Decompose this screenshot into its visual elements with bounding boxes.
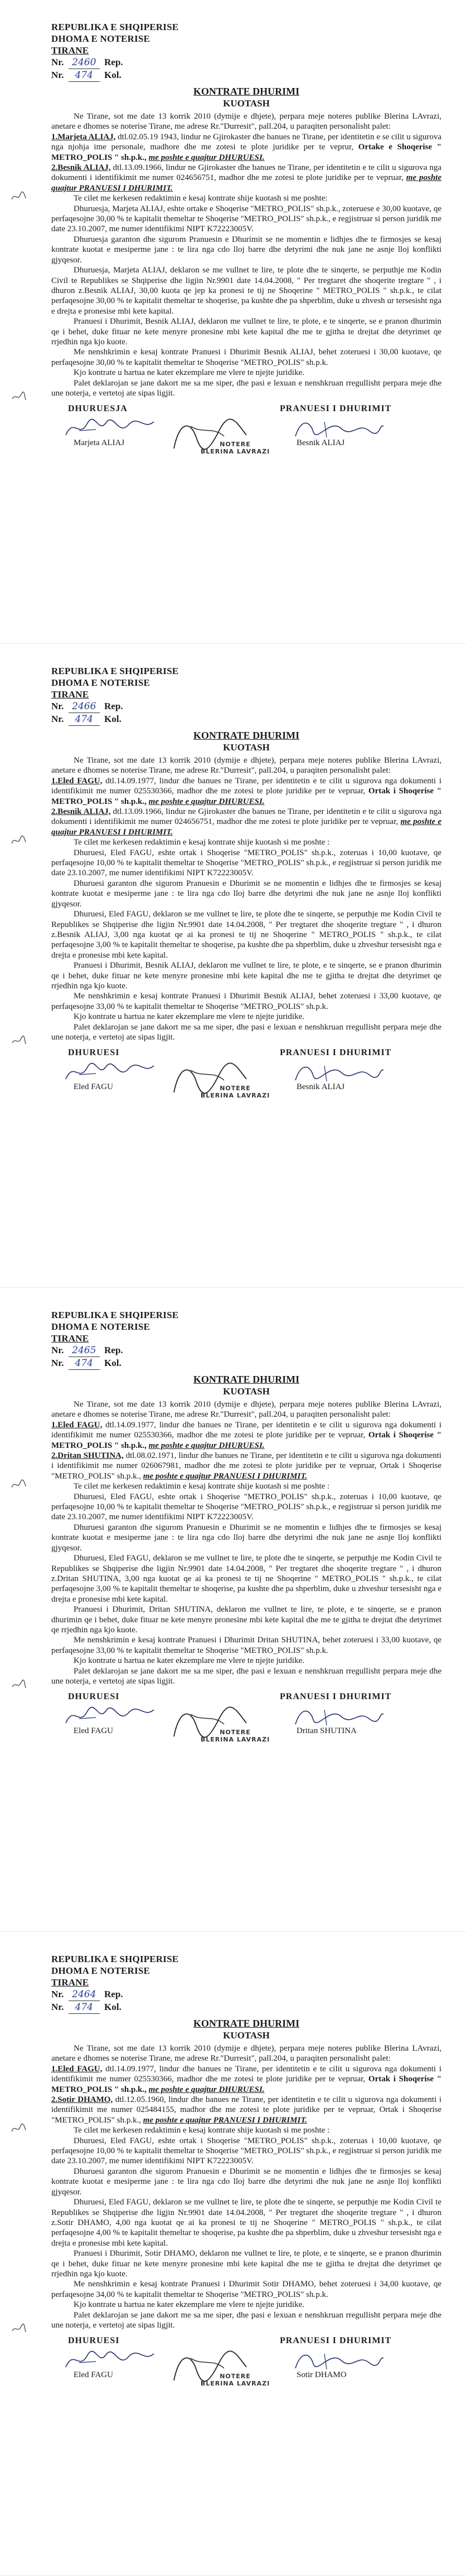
recipient-signature [291,1058,386,1086]
party-one-designation: me poshte e quajtur DHURUESI. [148,153,265,162]
copies-paragraph: Kjo kontrate u hartua ne kater ekzemplare me vlere te njejte juridike. [74,1012,304,1022]
document-header [51,665,441,700]
acceptance-paragraph: Pranuesi i Dhurimit, Dritan SHUTINA, deklaron me vullnet te lire, te plote, e te sinqerte, se e pranon dhurimin qe i behet, duke fituar ne kete menyre pronesine mbi kete kapital dhe me te gjitha te drejtat dhe detyrimet qe rrjedhin nga kjo kuote. [51,1605,441,1635]
party-one-name: 1.Eled FAGU, [51,2064,103,2074]
nr-label: Nr. [51,1358,64,1368]
nr-label: Nr. [51,1345,64,1355]
acceptance-paragraph: Pranuesi i Dhurimit, Besnik ALIAJ, deklaron me vullnet te lire, te plote, e te sinqerte, se e pranon dhurimin qe i behet, duke fituar ne kete menyre pronesine mbi kete kapital dhe me te gjitha te drejtat dhe detyrimet qe rrjedhin nga kjo kuote. [51,317,441,347]
notary-stamp [191,1729,280,1743]
party-one-details: dtl.14.09.1977, lindur dhe banues ne Tirane, per identitetin e te cilit u sigurova nga dokumenti i identifikimit me numer 025530366, madhor dhe me zotesi te plote juridike per te vepruar, [51,1420,441,1440]
kol-value: 474 [69,70,100,82]
document-header [51,1309,441,1344]
stamp-line: BLERINA LAVRAZI [200,1092,270,1100]
nr-label: Nr. [51,714,64,724]
margin-initial-mark [10,833,27,848]
nr-label: Nr. [51,2002,64,2012]
page-content [51,1309,441,1753]
party-two-name: 2.Sotir DHAMO, [51,2095,113,2105]
party-two-designation: me poshte e quajtur PRANUESI I DHURIMIT. [51,817,441,837]
copies-paragraph: Kjo kontrate u hartua ne kater ekzemplare me vlere te njejte juridike. [74,368,304,378]
contract-page [0,644,466,1288]
contract-page [0,1932,466,2576]
party-one-name: 1.Marjeta ALIAJ, [51,132,116,142]
result-paragraph: Me nenshkrimin e kesaj kontrate Pranuesi i Dhurimit Sotir DHAMO, behet zoteruesi i 34,00 kuotave, qe perfaqesojne 34,00 % te kapitalit themeltar te Shoqerise "METRO_POLIS" sh.p.k. [51,2280,441,2299]
guarantee-paragraph: Dhuruesi garanton dhe sigurom Pranuesin e Dhurimit se ne momentin e lidhjes dhe te firmosjes se kesaj kontrate kuotat e mesiperme jane : te lira nga cdo lloj barre dhe detyrimi dhe nuk jane ne asnje lloj konflikti gjyqesor. [51,879,441,909]
kol-suffix: Kol. [104,714,122,724]
donor-heading: DHURUESI [68,1692,120,1702]
ownership-paragraph: Dhuruesja, Marjeta ALIAJ, eshte ortake e Shoqerise "METRO_POLIS" sh.p.k., zoteruese e 30,00 kuotave, qe perfaqesojne 30,00 % te kapitalit themeltar te Shoqerise "METRO_POLIS" sh.p.k., e regjistruar si person juridik me date 23.10.2007, me numer identifikimi NIPT K72223005V. [51,204,441,234]
party-one-role: Ortak i Shoqerise " METRO_POLIS " sh.p.k., [51,2075,441,2094]
margin-initial-mark [10,390,27,404]
margin-initial-mark [10,2121,27,2136]
party-two-name: 2.Besnik ALIAJ, [51,163,111,173]
volume-number [51,2001,441,2014]
contract-body [51,111,441,398]
recipient-signature [291,1702,386,1730]
closing-paragraph: Palet deklarojan se jane dakort me sa me siper, dhe pasi e lexuan e nenshkruan rregullisht perpara meje dhe une noterja, e vertetoj ate sipas ligjit. [51,378,441,398]
page-content [51,665,441,1109]
margin-initial-mark [10,2322,27,2336]
stamp-line: NOTERE [220,2373,251,2380]
recipient-name: Dritan SHUTINA [297,1726,357,1736]
margin-initial-mark [10,189,27,204]
stamp-line: BLERINA LAVRAZI [200,2380,270,2388]
donor-signature [62,2346,157,2374]
header-line: TIRANE [51,1977,89,1988]
party-two-details: dtl.08.02.1971, lindur dhe banues ne Tirane, per identitetin e te cilit u sigurova nga dokumenti i identifikimit me numer 026067981, madhor dhe me zotesi te plote juridike per te vepruar, Ortak i Shoqerise "METRO_POLIS" sh.p.k., [51,1451,441,1481]
signature-area [51,404,441,465]
contract-subtitle: KUOTASH [223,742,270,753]
recipient-heading: PRANUESI I DHURIMIT [280,1048,392,1058]
recipient-name: Sotir DHAMO [297,2370,347,2380]
margin-initial-mark [10,1678,27,1692]
party-two-details: dtl.12.05.1960, lindur dhe banues ne Tirane, per identitetin e te cilit u sigurova nga dokumenti i identifikimit me numer 025484155, madhor dhe me zotesi te plote juridike per te vepruar, Ortak i Shoqerise "METRO_POLIS" sh.p.k., [51,2095,441,2125]
donor-signature [62,414,157,442]
nr-label: Nr. [51,701,64,711]
document-header [51,1953,441,1988]
party-two-paragraph [51,163,441,193]
contract-subtitle: KUOTASH [223,1386,270,1397]
stamp-line: NOTERE [220,441,251,448]
contract-body [51,755,441,1042]
nr-value: 2460 [69,57,100,69]
party-one-name: 1.Eled FAGU, [51,776,103,786]
ownership-paragraph: Dhuruesi, Eled FAGU, eshte ortak i Shoqerise "METRO_POLIS" sh.p.k., zoteruas i 10,00 kuotave, qe perfaqesojne 10,00 % te kapitalit themeltar te Shoqerise "METRO_POLIS" sh.p.k., e regjistruar si person juridik me date 23.10.2007, me numer identifikimi NIPT K72223005V. [51,2136,441,2166]
nr-label: Nr. [51,1989,64,1999]
donor-heading: DHURUESI [68,2336,120,2346]
party-one-details: dtl.14.09.1977, lindur dhe banues ne Tirane, per identitetin e te cilit u sigurova nga dokumenti i identifikimit me numer 025530366, madhor dhe me zotesi te plote juridike per te vepruar, [51,776,441,796]
donor-heading: DHURUESJA [68,404,128,414]
notary-stamp [191,1085,280,1099]
party-one-role: Ortake e Shoqerise " METRO_POLIS " sh.p.k., [51,143,441,162]
guarantee-paragraph: Dhuruesi garanton dhe sigurom Pranuesin e Dhurimit se ne momentin e lidhjes dhe te firmosjes se kesaj kontrate kuotat e mesiperme jane : te lira nga cdo lloj barre dhe detyrimi dhe nuk jane ne asnje lloj konflikti gjyqesor. [51,2167,441,2197]
header-line: DHOMA E NOTERISE [51,1321,151,1332]
result-paragraph: Me nenshkrimin e kesaj kontrate Pranuesi i Dhurimit Dritan SHUTINA, behet zoteruesi i 33,00 kuotave, qe perfaqesojne 33,00 % te kapitalit themeltar te Shoqerise "METRO_POLIS" sh.p.k. [51,1636,441,1655]
registry-number [51,56,441,69]
intro-paragraph: Ne Tirane, sot me date 13 korrik 2010 (dymije e dhjete), perpara meje noteres publike Blerina LAvrazi, anetare e dhomes se noterise Tirane, me adrese Rr."Durresit", pall.204, u paraqiten personalisht palet: [51,112,441,131]
request-paragraph: Te cilet me kerkesen redaktimin e kesaj kontrate shije kuotash si me poshte : [74,838,330,847]
party-two-paragraph [51,807,441,837]
closing-paragraph: Palet deklarojan se jane dakort me sa me siper, dhe pasi e lexuan e nenshkruan rregullisht perpara meje dhe une noterja, e vertetoj ate sipas ligjit. [51,2310,441,2330]
nr-value: 2464 [69,1989,100,2001]
kol-suffix: Kol. [104,1358,122,1368]
party-one-paragraph [51,132,441,163]
closing-paragraph: Palet deklarojan se jane dakort me sa me siper, dhe pasi e lexuan e nenshkruan rregullisht perpara meje dhe une noterja, e vertetoj ate sipas ligjit. [51,1666,441,1686]
request-paragraph: Te cilet me kerkesen redaktimin e kesaj kontrate shije kuotash si me poshte : [74,2126,330,2135]
party-two-details: dtl.13.09.1966, lindur ne Gjirokaster dhe banues ne Tirane, per identitetin e te cilit u sigurova nga dokumenti i identifikimit me numer 024656751, madhor dhe me zotesi te plote juridike per te vepruar, [51,807,441,827]
contract-title: KONTRATE DHURIMI [193,730,300,741]
party-two-designation: me poshte quajtur PRANUESI I DHURIMIT. [51,173,441,193]
recipient-name: Besnik ALIAJ [297,438,345,448]
donor-signature [62,1058,157,1086]
recipient-signature [291,414,386,442]
party-two-paragraph [51,2095,441,2125]
party-one-designation: me poshte e quajtur DHURUESI. [148,1441,265,1450]
donation-paragraph: Dhuruesi, Eled FAGU, deklaron se me vullnet te lire, te plote dhe te sinqerte, se perputhje me Kodin Civil te Republikes se Shqiperise dhe ligjin Nr.9901 date 14.04.2008, " Per tregtaret dhe shoqerite tregtare " , i dhuron z.Besnik ALIAJ, 3,00 nga kuotat qe ai ka pronesi te tij ne Shoqerine " METRO_POLIS " sh.p.k., te cilat perfaqesojne 3,00 % te kapitalit themeltar te shoqerise, pa kushte dhe pa shperblim, duke u zhveshur tersesisht nga e drejta e pronesise mbi kete kapital. [51,910,441,960]
contract-title: KONTRATE DHURIMI [193,2018,300,2029]
kol-value: 474 [69,714,100,726]
stamp-line: BLERINA LAVRAZI [200,448,270,456]
nr-label: Nr. [51,70,64,80]
contract-page [0,1288,466,1932]
donor-name: Eled FAGU [74,1082,113,1092]
registry-number [51,1988,441,2001]
page-content [51,1953,441,2397]
signature-area [51,1048,441,1109]
registry-number [51,700,441,713]
header-line: DHOMA E NOTERISE [51,1965,151,1976]
signature-area [51,1692,441,1753]
notary-stamp [191,441,280,455]
header-line: REPUBLIKA E SHQIPERISE [51,1954,179,1964]
party-one-paragraph [51,776,441,807]
donor-name: Eled FAGU [74,2370,113,2380]
contract-body [51,2043,441,2330]
donation-paragraph: Dhuruesi, Eled FAGU, deklaron se me vullnet te lire, te plote dhe te sinqerte, se perputhje me Kodin Civil te Republikes se Shqiperise dhe ligjin Nr.9901 date 14.04.2008, " Per tregtaret dhe shoqerite tregtare " , i dhuron z.Sotir DHAMO, 4,00 nga kuotat qe ai ka pronesi te tij ne Shoqerine " METRO_POLIS " sh.p.k., te cilat perfaqesojne 4,00 % te kapitalit themeltar te shoqerise, pa kushte dhe pa shperblim, duke u zhveshur tersesisht nga e drejta e pronesise mbi kete kapital. [51,2198,441,2248]
contract-page [0,0,466,644]
stamp-line: NOTERE [220,1729,251,1736]
nr-suffix: Rep. [104,57,123,67]
party-one-name: 1.Eled FAGU, [51,1420,103,1430]
header-line: DHOMA E NOTERISE [51,677,151,688]
contract-title: KONTRATE DHURIMI [193,1374,300,1385]
header-line: TIRANE [51,1333,89,1344]
nr-suffix: Rep. [104,1989,123,1999]
header-line: DHOMA E NOTERISE [51,33,151,44]
acceptance-paragraph: Pranuesi i Dhurimit, Besnik ALIAJ, deklaron me vullnet te lire, te plote, e te sinqerte, se e pranon dhurimin qe i behet, duke fituar ne kete menyre pronesine mbi kete kapital dhe me te gjitha te drejtat dhe detyrimet qe rrjedhin nga kjo kuote. [51,961,441,991]
party-one-paragraph [51,2064,441,2095]
result-paragraph: Me nenshkrimin e kesaj kontrate Pranuesi i Dhurimit Besnik ALIAJ, behet zoteruesi i 33,00 kuotave, qe perfaqesojne 33,00 % te kapitalit themeltar te Shoqerise "METRO_POLIS" sh.p.k. [51,992,441,1011]
margin-initial-mark [10,1477,27,1492]
acceptance-paragraph: Pranuesi i Dhurimit, Sotir DHAMO, deklaron me vullnet te lire, te plote, e te sinqerte, se e pranon dhurimin qe i behet, duke fituar ne kete menyre pronesine mbi kete kapital dhe me te gjitha te drejtat dhe detyrimet qe rrjedhin nga kjo kuote. [51,2249,441,2279]
kol-suffix: Kol. [104,70,122,80]
party-one-details: dtl.02.05.19 1943, lindur ne Gjirokaster dhe banues ne Tirane, per identitetin e se cilit u sigurova nga njohja ime personale, madhore dhe me zotesi te plote juridike per te veprur, [51,132,441,152]
kol-value: 474 [69,2002,100,2014]
contract-title-block [51,85,441,109]
party-two-name: 2.Besnik ALIAJ, [51,807,111,817]
contract-subtitle: KUOTASH [223,2030,270,2041]
contract-title-block [51,2017,441,2041]
contract-title-block [51,1373,441,1397]
party-one-designation: me poshte e quajtur DHURUESI. [148,2085,265,2094]
document-header [51,21,441,56]
recipient-signature [291,2346,386,2374]
page-content [51,21,441,465]
guarantee-paragraph: Dhuruesi garanton dhe sigurom Pranuesin e Dhurimit se ne momentin e lidhjes dhe te firmosjes se kesaj kontrate kuotat e mesiperme jane : te lira nga cdo lloj barre dhe detyrimi dhe nuk jane ne asnje lloj konflikti gjyqesor. [51,1523,441,1553]
intro-paragraph: Ne Tirane, sot me date 13 korrik 2010 (dymije e dhjete), perpara meje noteres publike Blerina LAvrazi, anetare e dhomes se noterise Tirane, me adrese Rr."Durresit", pall.204, u paraqiten personalisht palet: [51,2044,441,2063]
request-paragraph: Te cilet me kerkesen redaktimin e kesaj kontrate shije kuotash si me poshte: [74,194,328,203]
stamp-line: NOTERE [220,1085,251,1092]
registry-number [51,1344,441,1357]
stamp-line: BLERINA LAVRAZI [200,1736,270,1744]
recipient-heading: PRANUESI I DHURIMIT [280,2336,392,2346]
recipient-heading: PRANUESI I DHURIMIT [280,1692,392,1702]
donor-heading: DHURUESI [68,1048,120,1058]
contract-body [51,1399,441,1686]
ownership-paragraph: Dhuruesi, Eled FAGU, eshte ortak i Shoqerise "METRO_POLIS" sh.p.k., zoteruas i 10,00 kuotave, qe perfaqesojne 10,00 % te kapitalit themeltar te Shoqerise "METRO_POLIS" sh.p.k., e regjistruar si person juridik me date 23.10.2007, me numer identifikimi NIPT K72223005V. [51,1492,441,1522]
party-two-designation: me poshte e quajtur PRANUESI I DHURIMIT. [143,2115,307,2125]
request-paragraph: Te cilet me kerkesen redaktimin e kesaj kontrate shije kuotash si me poshte : [74,1482,330,1491]
volume-number [51,713,441,726]
donation-paragraph: Dhuruesja, Marjeta ALIAJ, deklaron se me vullnet te lire, te plote dhe te sinqerte, se perputhje me Kodin Civil te Republikes se Shqiperise dhe ligjin Nr.9901 date 14.04.2008, " Per tregtaret dhe shoqerite tregtare " , i dhuron z.Besnik ALIAJ, 30,00 kuota qe jep ka pronesi te tij ne Shoqerine " METRO_POLIS " sh.p.k., te cilat perfaqesojne 30,00 % te kapitalit themeltar te shoqerise, pa kushte dhe pa shperblim, duke u zhvesh ur tersesisht nga e drejta e pronesise mbi kete kapital. [51,266,441,316]
header-line: REPUBLIKA E SHQIPERISE [51,666,179,676]
nr-value: 2466 [69,701,100,713]
donor-signature [62,1702,157,1730]
volume-number [51,69,441,82]
guarantee-paragraph: Dhuruesja garanton dhe sigurom Pranuesin e Dhurimit se ne momentin e lidhjes dhe te firmosjes se kesaj kontrate kuotat e mesiperme jane : te lira nga cdo lloj barre dhe detyrimi dhe nuk jane ne asnje lloj konflikti gjyqesor. [51,235,441,265]
recipient-heading: PRANUESI I DHURIMIT [280,404,392,414]
party-one-role: Ortak i Shoqerise " METRO_POLIS " sh.p.k., [51,787,441,806]
party-two-details: dtl.13.09.1966, lindur ne Gjirokaster dhe banues ne Tirane, per identitetin e te cilit u sigurova nga dokumenti i identifikimit me numer 024656751, madhor dhe me zotesi te plote juridike per te vepruar, [51,163,441,183]
contract-subtitle: KUOTASH [223,98,270,109]
ownership-paragraph: Dhuruesi, Eled FAGU, eshte ortak i Shoqerise "METRO_POLIS" sh.p.k., zoteruas i 10,00 kuotave, qe perfaqesojne 10,00 % te kapitalit themeltar te Shoqerise "METRO_POLIS" sh.p.k., e regjistruar si person juridik me date 23.10.2007, me numer identifikimi NIPT K72223005V. [51,848,441,878]
intro-paragraph: Ne Tirane, sot me date 13 korrik 2010 (dymije e dhjete), perpara meje noteres publike Blerina LAvrazi, anetare e dhomes se noterise Tirane, me adrese Rr."Durresit", pall.204, u paraqiten personalisht palet: [51,756,441,775]
copies-paragraph: Kjo kontrate u hartua ne kater ekzemplare me vlere te njejte juridike. [74,1656,304,1666]
kol-value: 474 [69,1358,100,1370]
party-one-paragraph [51,1420,441,1451]
result-paragraph: Me nenshkrimin e kesaj kontrate Pranuesi i Dhurimit Besnik ALIAJ, behet zoteruesi i 30,00 kuotave, qe perfaqesojne 30,00 % te kapitalit themeltar te Shoqerise "METRO_POLIS" sh.p.k. [51,348,441,367]
party-one-designation: me poshte e quajtur DHURUESI. [148,797,265,806]
donation-paragraph: Dhuruesi, Eled FAGU, deklaron se me vullnet te lire, te plote dhe te sinqerte, se perputhje me Kodin Civil te Republikes se Shqiperise dhe ligjin Nr.9901 date 14.04.2008, " Per tregtaret dhe shoqerite tregtare " , i dhuron z.Dritan SHUTINA, 3,00 nga kuotat qe ai ka pronesi te tij ne Shoqerine " METRO_POLIS " sh.p.k., te cilat perfaqesojne 3,00 % te kapitalit themeltar te shoqerise, pa kushte dhe pa shperblim, duke u zhveshur tersesisht nga e drejta e pronesise mbi kete kapital. [51,1554,441,1604]
party-one-role: Ortak i Shoqerise " METRO_POLIS " sh.p.k., [51,1431,441,1450]
header-line: TIRANE [51,45,89,56]
party-two-name: 2.Dritan SHUTINA, [51,1451,124,1461]
contract-title-block [51,729,441,753]
recipient-name: Besnik ALIAJ [297,1082,345,1092]
donor-name: Eled FAGU [74,1726,113,1736]
signature-area [51,2336,441,2397]
party-two-designation: me poshte e quajtur PRANUESI I DHURIMIT. [143,1471,307,1481]
header-line: TIRANE [51,689,89,700]
nr-value: 2465 [69,1345,100,1357]
kol-suffix: Kol. [104,2002,122,2012]
party-two-paragraph [51,1451,441,1481]
nr-suffix: Rep. [104,701,123,711]
header-line: REPUBLIKA E SHQIPERISE [51,22,179,32]
copies-paragraph: Kjo kontrate u hartua ne kater ekzemplare me vlere te njejte juridike. [74,2300,304,2310]
margin-initial-mark [10,1034,27,1048]
volume-number [51,1357,441,1370]
intro-paragraph: Ne Tirane, sot me date 13 korrik 2010 (dymije e dhjete), perpara meje noteres publike Blerina LAvrazi, anetare e dhomes se noterise Tirane, me adrese Rr."Durresit", pall.204, u paraqiten personalisht palet: [51,1400,441,1419]
notary-stamp [191,2373,280,2387]
donor-name: Marjeta ALIAJ [74,438,125,448]
nr-label: Nr. [51,57,64,67]
nr-suffix: Rep. [104,1345,123,1355]
contract-title: KONTRATE DHURIMI [193,86,300,97]
header-line: REPUBLIKA E SHQIPERISE [51,1310,179,1320]
closing-paragraph: Palet deklarojan se jane dakort me sa me siper, dhe pasi e lexuan e nenshkruan rregullisht perpara meje dhe une noterja, e vertetoj ate sipas ligjit. [51,1022,441,1042]
party-one-details: dtl.14.09.1977, lindur dhe banues ne Tirane, per identitetin e te cilit u sigurova nga dokumenti i identifikimit me numer 025530366, madhor dhe me zotesi te plote juridike per te vepruar, [51,2064,441,2084]
